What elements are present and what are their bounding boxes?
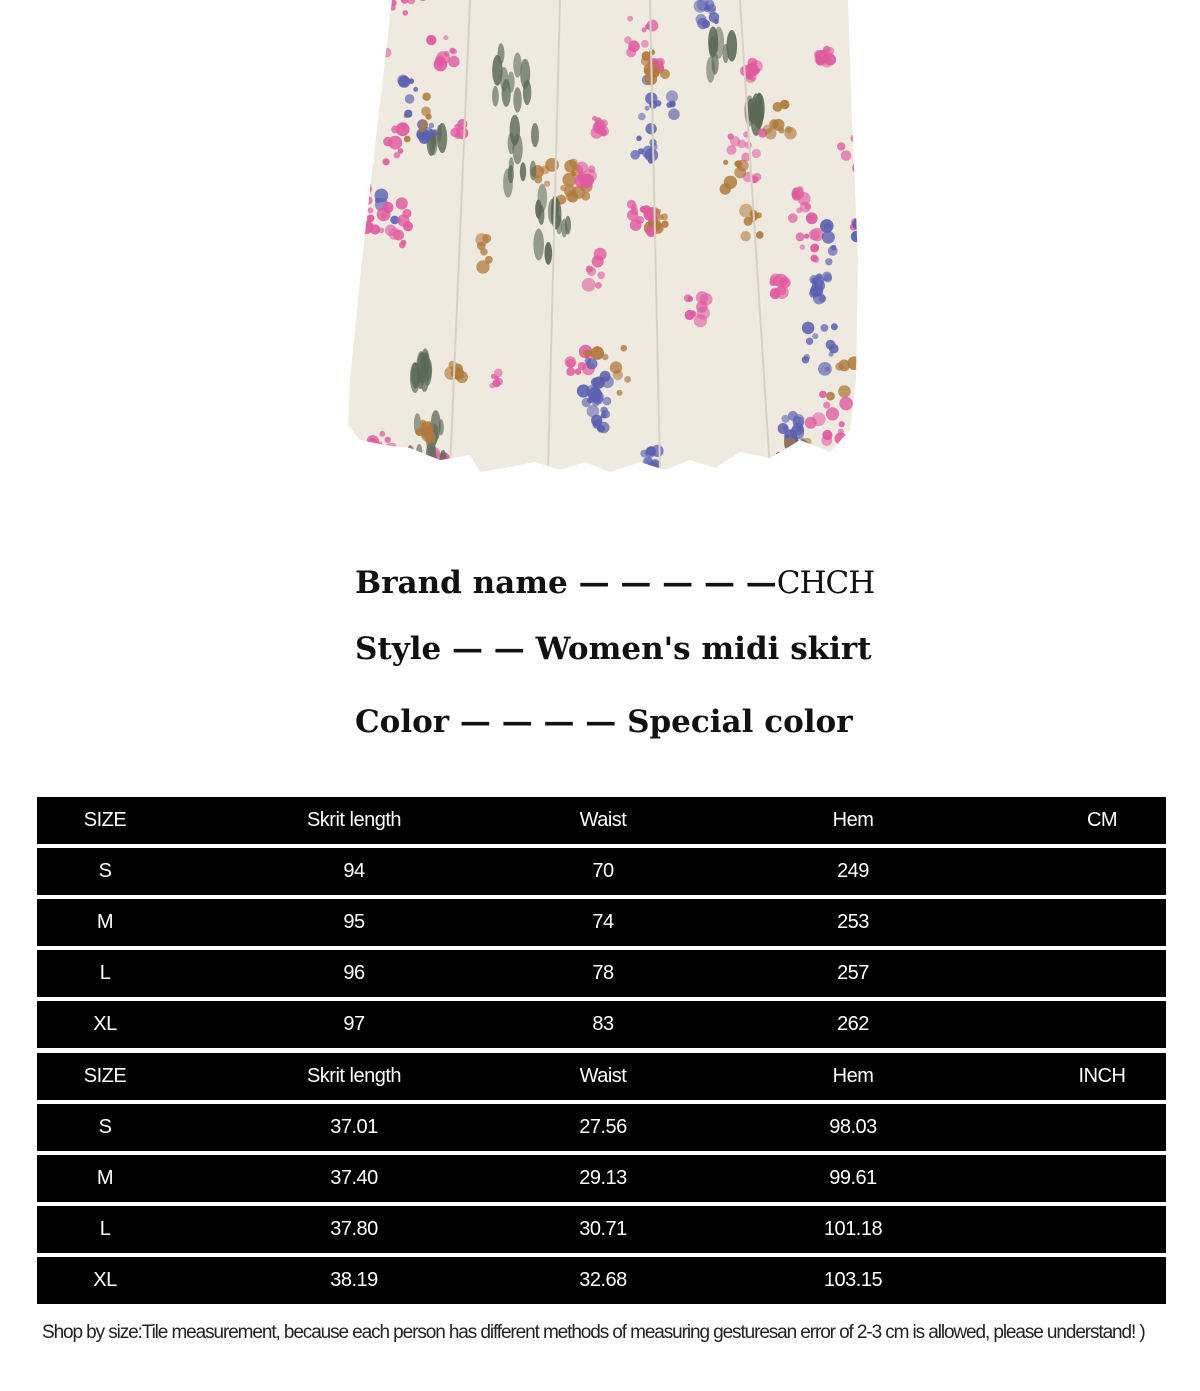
cell-hem: 257 [837, 962, 869, 984]
cell-size: XL [93, 1013, 117, 1035]
cell-waist: 30.71 [579, 1218, 627, 1240]
cell-size: L [99, 962, 111, 984]
cell-waist: 74 [592, 911, 614, 933]
cell-hem: 262 [837, 1013, 869, 1035]
header-size: SIZE [83, 1065, 127, 1087]
cell-hem: 101.18 [823, 1218, 883, 1240]
header-waist: Waist [579, 809, 627, 831]
cell-skirt-length: 94 [343, 860, 365, 882]
cell-size: L [99, 1218, 111, 1240]
header-skirt-length: Skrit length [306, 1065, 402, 1087]
cell-hem: 249 [837, 860, 869, 882]
style-label: Style — — [355, 631, 525, 667]
color-value: Special color [627, 704, 853, 740]
brand-line [355, 565, 874, 601]
cell-skirt-length: 37.40 [330, 1167, 378, 1189]
header-hem: Hem [832, 809, 874, 831]
cell-waist: 83 [592, 1013, 614, 1035]
cell-skirt-length: 97 [343, 1013, 365, 1035]
color-line [355, 704, 853, 740]
cell-size: S [98, 860, 112, 882]
cell-waist: 32.68 [579, 1269, 627, 1291]
cell-size: M [96, 911, 114, 933]
header-skirt-length: Skrit length [306, 809, 402, 831]
table-row [37, 1206, 1166, 1253]
header-size: SIZE [83, 809, 127, 831]
cell-waist: 70 [592, 860, 614, 882]
cell-size: S [98, 1116, 112, 1138]
brand-value: CHCH [776, 565, 875, 601]
table-row [37, 950, 1166, 997]
table-row [37, 1155, 1166, 1202]
style-value: Women's midi skirt [535, 631, 872, 667]
cell-hem: 98.03 [829, 1116, 877, 1138]
header-unit-cm: CM [1086, 809, 1118, 831]
cell-waist: 78 [592, 962, 614, 984]
table-row [37, 899, 1166, 946]
measurement-note: Shop by size:Tile measurement, because each person has different methods of measuring gesturesan error of 2-3 cm is allowed, please understand! ) [42, 1322, 1145, 1343]
cell-skirt-length: 95 [343, 911, 365, 933]
table-row [37, 848, 1166, 895]
cell-skirt-length: 96 [343, 962, 365, 984]
floral-skirt-illustration [0, 0, 1200, 490]
cell-hem: 103.15 [823, 1269, 883, 1291]
cell-waist: 27.56 [579, 1116, 627, 1138]
table-row [37, 1257, 1166, 1304]
table-header-inch [37, 1053, 1166, 1100]
cell-skirt-length: 37.01 [330, 1116, 378, 1138]
table-header-cm [37, 797, 1166, 844]
header-waist: Waist [579, 1065, 627, 1087]
table-row [37, 1001, 1166, 1048]
cell-hem: 99.61 [829, 1167, 877, 1189]
cell-hem: 253 [837, 911, 869, 933]
cell-size: XL [93, 1269, 117, 1291]
style-line [355, 631, 872, 667]
header-hem: Hem [832, 1065, 874, 1087]
product-image-skirt [0, 0, 1200, 490]
color-label: Color — — — — [355, 704, 617, 740]
brand-label: Brand name — — — — — [355, 565, 777, 601]
cell-skirt-length: 37.80 [330, 1218, 378, 1240]
cell-skirt-length: 38.19 [330, 1269, 378, 1291]
header-unit-inch: INCH [1078, 1065, 1126, 1087]
cell-waist: 29.13 [579, 1167, 627, 1189]
cell-size: M [96, 1167, 114, 1189]
table-row [37, 1104, 1166, 1151]
